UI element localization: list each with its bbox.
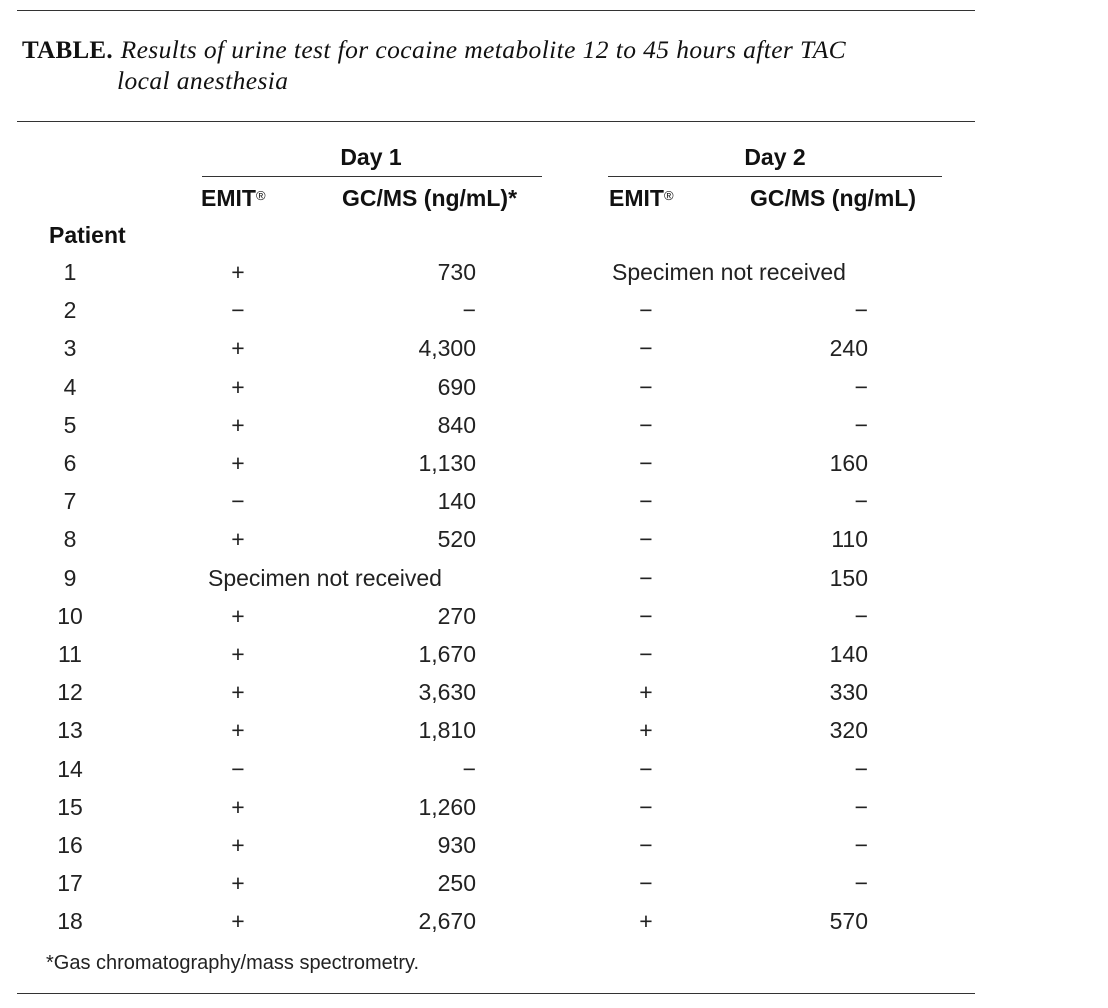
day2-gcms-value: 240	[829, 335, 868, 362]
day2-emit-result: +	[639, 908, 653, 935]
patient-number: 15	[57, 793, 83, 820]
day1-gcms-value: 930	[437, 832, 476, 858]
day2-gcms-value: −	[854, 373, 868, 400]
patient-number: 8	[63, 526, 77, 553]
day2-gcms-value: 570	[829, 908, 868, 935]
table-row	[0, 487, 1000, 525]
table-row	[0, 793, 1000, 831]
caption-line-2: local anesthesia	[117, 66, 289, 95]
day2-emit-result: −	[639, 793, 653, 820]
day2-rule	[608, 176, 942, 177]
day1-emit-result: −	[231, 488, 245, 515]
day1-gcms-value: 4,300	[418, 335, 476, 362]
day2-emit-result: −	[639, 297, 653, 324]
day1-note: Specimen not received	[208, 564, 442, 591]
header-rule	[17, 121, 975, 122]
day1-header: Day 1	[340, 144, 402, 170]
day2-gcms-value: −	[854, 488, 868, 515]
day2-gcms-value: −	[854, 297, 868, 324]
day2-header: Day 2	[744, 144, 806, 170]
day2-gcms-value: −	[854, 793, 868, 820]
day2-emit-result: −	[639, 641, 653, 667]
patient-number: 5	[63, 411, 77, 438]
patient-number: 13	[57, 717, 83, 744]
table-row	[0, 602, 1000, 640]
day1-gcms-value: 3,630	[418, 679, 476, 706]
patient-number: 4	[63, 373, 77, 400]
day2-emit-result: +	[639, 679, 653, 706]
table-row	[0, 678, 1000, 716]
day1-gcms-value: 250	[437, 870, 476, 897]
day1-emit-result: +	[231, 411, 245, 438]
table-row	[0, 334, 1000, 372]
day1-emit-result: +	[231, 832, 245, 858]
patient-number: 11	[58, 641, 82, 667]
patient-number: 2	[63, 297, 77, 324]
day2-gcms-value: −	[854, 755, 868, 782]
day1-emit-result: +	[231, 373, 245, 400]
day2-gcms-value: 330	[829, 679, 868, 706]
day2-emit-result: −	[639, 373, 653, 400]
day1-emit-result: +	[231, 602, 245, 629]
gcms-header-day2: GC/MS (ng/mL)	[750, 185, 917, 211]
day2-emit-result: −	[639, 488, 653, 515]
table-row	[0, 755, 1000, 793]
day1-emit-result: +	[231, 450, 245, 476]
day1-emit-result: +	[231, 717, 245, 744]
table-row	[0, 716, 1000, 754]
day1-emit-result: +	[231, 793, 245, 820]
day1-emit-result: +	[231, 908, 245, 935]
day2-gcms-value: −	[854, 411, 868, 438]
table-row	[0, 869, 1000, 907]
table-row	[0, 373, 1000, 411]
day1-gcms-value: 2,670	[418, 908, 476, 935]
table-row	[0, 411, 1000, 449]
day2-note: Specimen not received	[612, 259, 846, 285]
patient-number: 12	[57, 679, 83, 706]
top-rule	[17, 10, 975, 11]
table-row	[0, 640, 1000, 678]
day1-gcms-value: −	[462, 297, 476, 324]
day2-gcms-value: −	[854, 870, 868, 897]
patient-number: 17	[57, 870, 83, 897]
day1-emit-result: +	[231, 870, 245, 897]
patient-number: 6	[63, 450, 77, 476]
day1-gcms-value: 1,260	[418, 793, 476, 820]
patient-header: Patient	[49, 222, 126, 248]
patient-number: 18	[57, 908, 83, 935]
registered-mark: ®	[663, 188, 674, 203]
day2-gcms-value: −	[854, 832, 868, 858]
registered-mark: ®	[255, 188, 266, 203]
day1-gcms-value: 140	[437, 488, 476, 515]
bottom-rule	[17, 993, 975, 994]
day1-gcms-value: 690	[437, 373, 476, 400]
gcms-header-day1: GC/MS (ng/mL)*	[342, 185, 518, 211]
day1-gcms-value: −	[462, 755, 476, 782]
day2-gcms-value: 150	[829, 564, 868, 591]
emit-label: EMIT	[201, 185, 256, 211]
table-caption	[22, 35, 982, 96]
footnote: *Gas chromatography/mass spectrometry.	[46, 952, 420, 974]
day1-emit-result: +	[231, 335, 245, 362]
day2-gcms-value: 160	[829, 450, 868, 476]
emit-header-day1	[201, 185, 266, 212]
day1-gcms-value: 840	[437, 411, 476, 438]
day2-emit-result: −	[639, 755, 653, 782]
day1-gcms-value: 520	[437, 526, 476, 553]
day1-rule	[202, 176, 542, 177]
table-row	[0, 258, 1000, 296]
day2-gcms-value: 140	[829, 641, 868, 667]
table-row	[0, 907, 1000, 945]
patient-number: 14	[57, 755, 83, 782]
day2-emit-result: +	[639, 717, 653, 744]
day2-gcms-value: −	[854, 602, 868, 629]
day1-gcms-value: 1,670	[418, 641, 476, 667]
day2-emit-result: −	[639, 526, 653, 553]
table-row	[0, 564, 1000, 602]
day2-emit-result: −	[639, 564, 653, 591]
day1-gcms-value: 270	[437, 602, 476, 629]
table-row	[0, 449, 1000, 487]
emit-header-day2	[609, 185, 674, 212]
day1-emit-result: +	[231, 259, 245, 285]
patient-number: 9	[63, 564, 77, 591]
day1-emit-result: −	[231, 755, 245, 782]
day2-emit-result: −	[639, 602, 653, 629]
day2-emit-result: −	[639, 335, 653, 362]
table-row	[0, 296, 1000, 334]
patient-number: 7	[63, 488, 77, 515]
emit-label: EMIT	[609, 185, 664, 211]
day2-gcms-value: 320	[829, 717, 868, 744]
table-row	[0, 831, 1000, 869]
day1-gcms-value: 730	[437, 259, 476, 285]
day1-gcms-value: 1,130	[418, 450, 476, 476]
day2-gcms-value: 110	[831, 526, 868, 553]
patient-number: 10	[57, 602, 83, 629]
caption-line-1: Results of urine test for cocaine metabolite 12 to 45 hours after TAC	[120, 35, 847, 64]
day1-emit-result: +	[231, 679, 245, 706]
day1-emit-result: +	[231, 526, 245, 553]
table-row	[0, 525, 1000, 563]
day2-emit-result: −	[639, 870, 653, 897]
day1-gcms-value: 1,810	[418, 717, 476, 744]
patient-number: 3	[63, 335, 77, 362]
day2-emit-result: −	[639, 450, 653, 476]
patient-number: 16	[57, 832, 83, 858]
day2-emit-result: −	[639, 832, 653, 858]
patient-number: 1	[63, 259, 77, 285]
day1-emit-result: +	[231, 641, 245, 667]
day2-emit-result: −	[639, 411, 653, 438]
day1-emit-result: −	[231, 297, 245, 324]
caption-lead: TABLE.	[22, 37, 113, 64]
